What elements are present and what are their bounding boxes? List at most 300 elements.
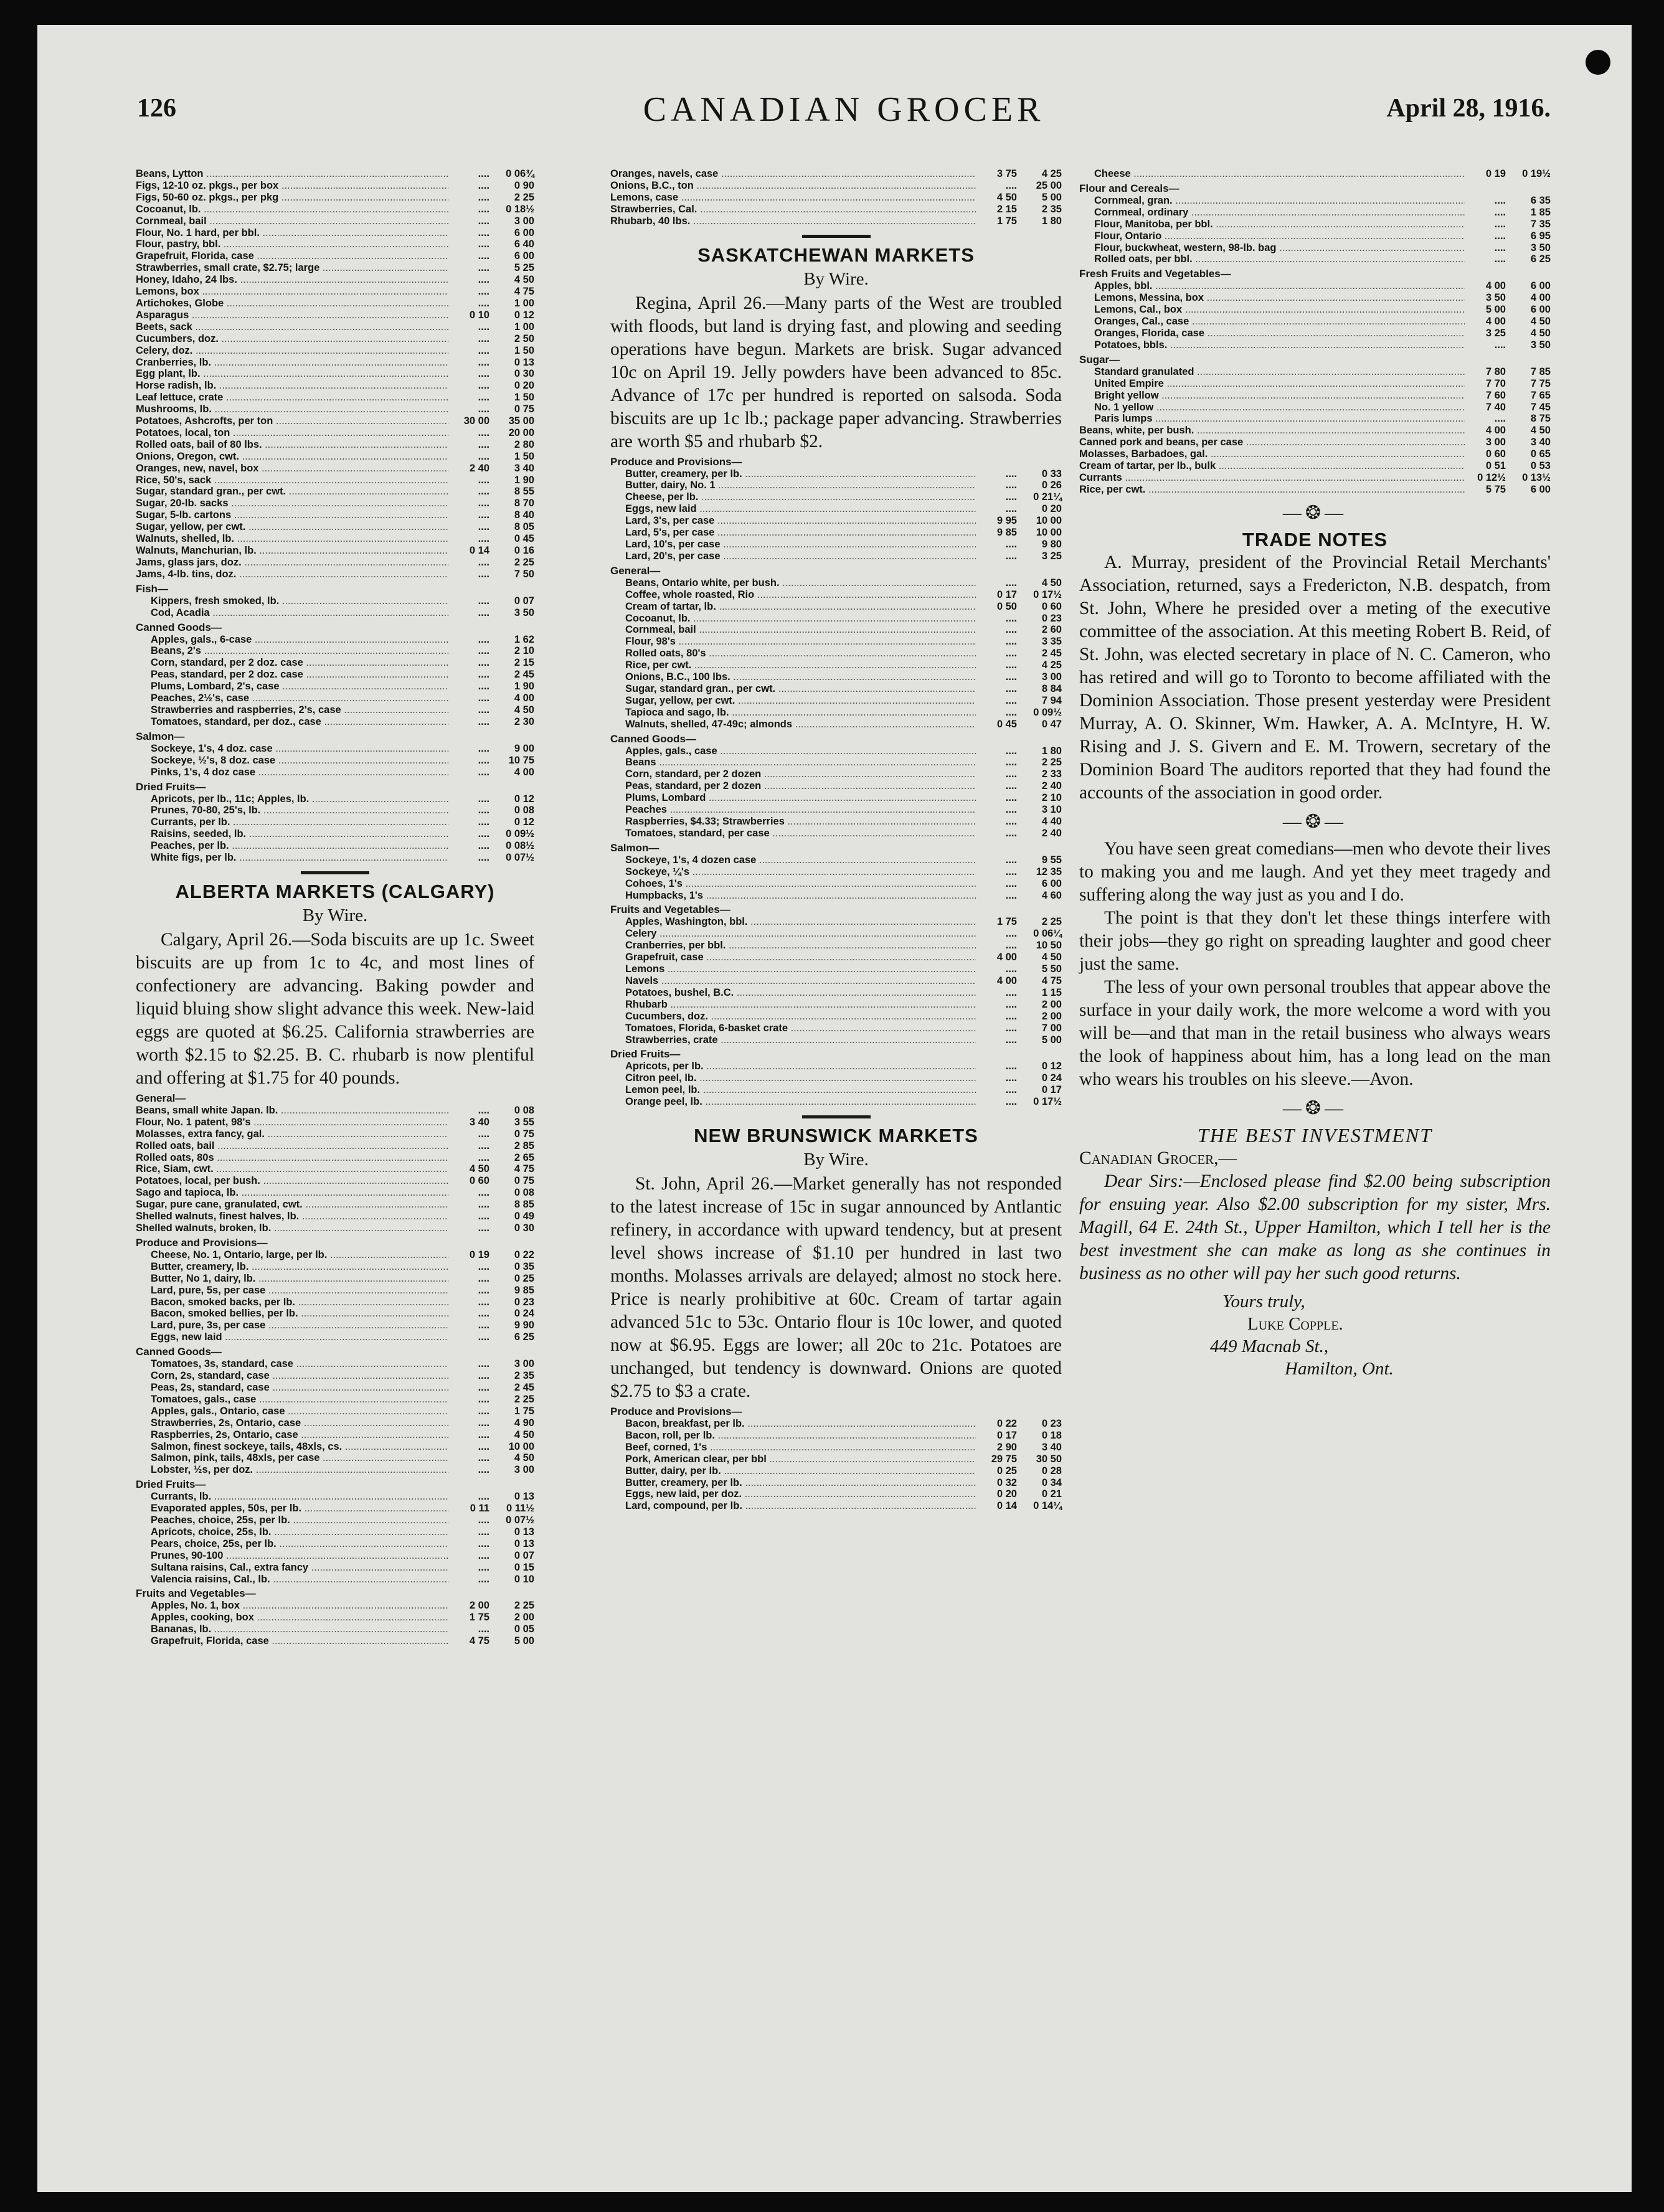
item-name: Butter, creamery, per lb. ..... xyxy=(610,1477,976,1489)
item-name: Shelled walnuts, finest halves, lb. ..... xyxy=(136,1211,448,1222)
item-name: Lard, 10's, per case ..... xyxy=(610,539,976,551)
section-label: Fruits and Vegetables— xyxy=(136,1587,256,1600)
price-row xyxy=(610,683,1062,695)
price-high: 1 75 xyxy=(514,1405,534,1417)
price-row xyxy=(1079,472,1551,484)
price-row xyxy=(610,648,1062,659)
price-table-canned xyxy=(610,745,1062,839)
price-row xyxy=(1079,207,1551,219)
price-low: .... xyxy=(478,852,489,864)
price-high: 1 50 xyxy=(514,344,534,356)
price-high: 25 00 xyxy=(1036,179,1062,191)
item-name: Apples, No. 1, box ..... xyxy=(136,1600,448,1612)
price-row xyxy=(610,890,1062,902)
price-high: 0 47 xyxy=(1041,718,1062,730)
price-high: 0 07 xyxy=(514,1549,534,1561)
price-low: 0 22 xyxy=(996,1418,1017,1430)
price-row xyxy=(610,180,1062,192)
item-name: Standard granulated ..... xyxy=(1079,366,1465,378)
price-row xyxy=(136,310,534,321)
price-high: 4 60 xyxy=(1041,889,1062,901)
price-high: 0 75 xyxy=(514,404,534,415)
price-row xyxy=(136,1320,534,1331)
avon-paragraph: You have seen great comedians—men who devote their lives to making you and me laugh. And yet they meet tragedy and suffering along the way just as you and I do. xyxy=(1079,838,1551,905)
price-high: 5 50 xyxy=(1041,963,1062,975)
price-row xyxy=(136,716,534,728)
price-high: 0 07 xyxy=(514,595,534,607)
item-name: Salmon, finest sockeye, tails, 48xls, cs. ..... xyxy=(136,1441,448,1453)
price-high: 3 00 xyxy=(1041,671,1062,683)
price-row xyxy=(610,866,1062,878)
price-low: 5 75 xyxy=(1485,483,1506,495)
item-name: Raisins, seeded, lb. ..... xyxy=(136,828,448,840)
ornament-divider: —❂— xyxy=(1282,811,1348,832)
price-row xyxy=(136,509,534,521)
price-low: .... xyxy=(478,191,489,203)
price-low: .... xyxy=(478,1370,489,1382)
price-high: 4 50 xyxy=(1530,316,1551,328)
price-row xyxy=(610,1453,1062,1465)
price-row xyxy=(136,1222,534,1234)
new-brunswick-report: St. John, April 26.—Market generally has not responded to the latest increase of 15c in sugar announced by Antlantic refinery, in accordance with upward tendency, but at present level shows increase of $1.10 per hundred in last two months. Molasses arrivals are delayed; almost no stock here. Price is nearly prohibitive at 60c. Cream of tartar again advanced 51c to 53c. Ontario flour is 10c lower, and quoted now at $6.95. Eggs are lower; all 20c to 21c. Potatoes are unchanged, but tendency is downward. Onions are quoted $2.75 to $3 a crate. xyxy=(610,1174,1062,1402)
item-name: Salmon, pink, tails, 48xls, per case ..... xyxy=(136,1452,448,1464)
item-name: Peaches ..... xyxy=(610,804,976,816)
price-low: 29 75 xyxy=(991,1453,1017,1465)
price-row xyxy=(136,1464,534,1476)
price-row xyxy=(1079,460,1551,472)
price-high: 1 00 xyxy=(514,297,534,309)
price-high: 0 16 xyxy=(514,545,534,556)
price-row xyxy=(610,468,1062,480)
price-high: 2 10 xyxy=(1041,792,1062,804)
price-high: 4 90 xyxy=(514,1417,534,1429)
price-high: 3 00 xyxy=(514,1464,534,1476)
price-low: .... xyxy=(478,766,489,778)
price-high: 7 50 xyxy=(514,568,534,580)
price-row xyxy=(136,1140,534,1152)
item-name: Rice, per cwt. ..... xyxy=(1079,484,1465,496)
price-row xyxy=(1079,168,1551,180)
price-row xyxy=(1079,425,1551,437)
price-high: 0 09½ xyxy=(1033,706,1062,718)
price-low: .... xyxy=(1005,804,1017,816)
price-row xyxy=(136,1515,534,1526)
price-low: 4 75 xyxy=(469,1635,489,1647)
price-low: .... xyxy=(1005,866,1017,877)
price-low: .... xyxy=(1494,218,1506,230)
section-label: Canned Goods— xyxy=(136,1346,222,1358)
price-high: 0 08½ xyxy=(506,840,534,852)
item-name: Rolled oats, per bbl. ..... xyxy=(1079,253,1465,265)
price-low: .... xyxy=(478,607,489,618)
item-name: Asparagus ..... xyxy=(136,310,448,321)
price-table-produce xyxy=(136,1249,534,1343)
price-row xyxy=(610,589,1062,601)
item-name: Flour, pastry, bbl. ..... xyxy=(136,239,448,250)
price-low: 0 11 xyxy=(470,1503,489,1515)
item-name: Corn, standard, per 2 dozen ..... xyxy=(610,768,976,780)
item-name: Cream of tartar, per lb., bulk ..... xyxy=(1079,460,1465,472)
price-high: 35 00 xyxy=(508,415,534,427)
price-low: 4 50 xyxy=(469,1163,489,1175)
price-row xyxy=(610,987,1062,999)
price-low: .... xyxy=(478,1549,489,1561)
price-row xyxy=(136,368,534,380)
item-name: Potatoes, bushel, B.C. ..... xyxy=(610,987,976,999)
price-high: 0 06¼ xyxy=(1033,928,1062,940)
item-name: Onions, B.C., 100 lbs. ..... xyxy=(610,671,976,683)
price-high: 0 08 xyxy=(514,1187,534,1199)
price-low: 3 25 xyxy=(1485,327,1506,339)
price-high: 2 85 xyxy=(514,1140,534,1151)
price-high: 1 90 xyxy=(514,474,534,486)
item-name: Flour, Ontario ..... xyxy=(1079,230,1465,242)
price-row xyxy=(136,1273,534,1285)
price-high: 5 00 xyxy=(514,1635,534,1647)
item-name: Lard, pure, 3s, per case ..... xyxy=(136,1320,448,1331)
ornament-divider: —❂— xyxy=(1282,502,1348,523)
price-row xyxy=(136,805,534,816)
price-low: 2 15 xyxy=(996,203,1017,215)
price-low: .... xyxy=(1005,179,1017,191)
item-name: Prunes, 90-100 ..... xyxy=(136,1550,448,1562)
price-low: .... xyxy=(478,754,489,766)
price-row xyxy=(610,1488,1062,1500)
price-low: 3 00 xyxy=(1485,437,1506,448)
item-name: Bacon, smoked bellies, per lb. ..... xyxy=(136,1308,448,1320)
price-high: 9 55 xyxy=(1041,854,1062,866)
price-low: .... xyxy=(478,250,489,262)
item-name: Beans, Lytton ..... xyxy=(136,168,448,180)
price-low: .... xyxy=(478,533,489,545)
price-low: .... xyxy=(478,633,489,645)
price-high: 9 90 xyxy=(514,1320,534,1331)
price-table-fruits xyxy=(136,1600,534,1647)
price-row xyxy=(136,286,534,298)
price-low: .... xyxy=(478,1308,489,1320)
item-name: Peas, standard, per 2 dozen ..... xyxy=(610,780,976,792)
letter-body: Dear Sirs:—Enclosed please find $2.00 being subscription for ensuing year. Also $2.00 subscription for my sister, Mrs. Magill, 64 E. 24th St., Upper Hamilton, which I tell her is the best investment she can make as long as she continues in business as no other will pay her such good returns. xyxy=(1079,1171,1551,1283)
price-low: .... xyxy=(478,179,489,191)
item-name: Flour, No. 1 hard, per bbl. ..... xyxy=(136,227,448,239)
price-high: 0 24 xyxy=(1041,1072,1062,1084)
newspaper-page xyxy=(37,25,1632,2192)
price-row xyxy=(136,828,534,840)
trade-notes-heading: TRADE NOTES xyxy=(1242,528,1388,551)
item-name: Currants ..... xyxy=(1079,472,1465,484)
price-low: 9 95 xyxy=(996,515,1017,527)
price-low: .... xyxy=(1005,659,1017,671)
item-name: Eggs, new laid ..... xyxy=(610,503,976,515)
item-name: Strawberries, 2s, Ontario, case ..... xyxy=(136,1417,448,1429)
price-row xyxy=(136,1394,534,1406)
price-high: 3 40 xyxy=(1041,1441,1062,1453)
section-label: Dried Fruits— xyxy=(136,1478,206,1491)
price-low: .... xyxy=(478,692,489,704)
price-row xyxy=(610,503,1062,515)
item-name: Peaches, per lb. ..... xyxy=(136,840,448,852)
price-high: 4 00 xyxy=(514,766,534,778)
price-high: 3 50 xyxy=(1530,242,1551,253)
price-row xyxy=(610,768,1062,780)
price-low: .... xyxy=(1005,1010,1017,1022)
price-low: .... xyxy=(1494,339,1506,351)
item-name: Apricots, choice, 25s, lb. ..... xyxy=(136,1526,448,1538)
price-high: 0 24 xyxy=(514,1308,534,1320)
price-high: 2 33 xyxy=(1041,768,1062,780)
price-high: 1 15 xyxy=(1041,986,1062,998)
item-name: Potatoes, bbls. ..... xyxy=(1079,339,1465,351)
item-name: Bacon, breakfast, per lb. ..... xyxy=(610,1418,976,1430)
price-row xyxy=(1079,304,1551,316)
price-low: .... xyxy=(478,1284,489,1296)
price-row xyxy=(136,404,534,415)
price-low: .... xyxy=(478,368,489,380)
item-name: Cucumbers, doz. ..... xyxy=(136,333,448,345)
item-name: Apples, cooking, box ..... xyxy=(136,1612,448,1624)
price-low: 1 75 xyxy=(469,1612,489,1624)
item-name: Kippers, fresh smoked, lb. ..... xyxy=(136,595,448,607)
price-row xyxy=(136,262,534,274)
price-table-produce xyxy=(610,1418,1062,1512)
item-name: Raspberries, 2s, Ontario, case ..... xyxy=(136,1429,448,1441)
item-name: No. 1 yellow ..... xyxy=(1079,402,1465,414)
price-low: 0 60 xyxy=(1485,448,1506,460)
item-name: Sugar, standard gran., per cwt. ..... xyxy=(610,683,976,695)
price-row xyxy=(136,852,534,864)
item-name: Sultana raisins, Cal., extra fancy ..... xyxy=(136,1562,448,1574)
price-low: 3 50 xyxy=(1485,292,1506,304)
price-high: 8 55 xyxy=(514,486,534,498)
item-name: Bacon, roll, per lb. ..... xyxy=(610,1430,976,1442)
price-row xyxy=(136,692,534,704)
price-low: .... xyxy=(1005,706,1017,718)
section-label: Dried Fruits— xyxy=(610,1048,681,1061)
section-label: General— xyxy=(136,1092,186,1104)
item-name: Sago and tapioca, lb. ..... xyxy=(136,1187,448,1199)
price-row xyxy=(610,1442,1062,1453)
price-high: 9 80 xyxy=(1041,538,1062,550)
price-high: 4 00 xyxy=(1530,292,1551,304)
price-table-general xyxy=(610,577,1062,730)
section-divider xyxy=(301,871,369,874)
price-table-flour xyxy=(1079,195,1551,265)
price-row xyxy=(610,577,1062,589)
price-high: 0 19½ xyxy=(1522,168,1551,179)
page-number: 126 xyxy=(137,94,176,123)
price-high: 2 50 xyxy=(514,333,534,344)
price-high: 4 75 xyxy=(1041,975,1062,986)
price-low: .... xyxy=(478,521,489,533)
price-low: .... xyxy=(478,274,489,286)
price-high: 0 25 xyxy=(514,1272,534,1284)
item-name: Lemons ..... xyxy=(610,963,976,975)
item-name: Bananas, lb. ..... xyxy=(136,1624,448,1635)
price-row xyxy=(136,1370,534,1382)
price-high: 0 17½ xyxy=(1033,588,1062,600)
column-middle xyxy=(610,168,1062,1512)
price-low: .... xyxy=(1005,468,1017,480)
price-row xyxy=(136,274,534,286)
avon-paragraph: The less of your own personal troubles that appear above the surface in your daily work, the more welcome a word with you will be—and that man in the retail business who always wears the look of happiness about him, has a long lead on the man who wears his troubles on his sleeve.—Avon. xyxy=(1079,976,1551,1089)
trade-notes-text: A. Murray, president of the Provincial Retail Merchants' Association, returned, says a Fredericton, N.B. despatch, from St. John, Where he presided over a meting of the executive committee of the association. At this meeting Robert B. Reid, of St. John, was elected secretary in place of N. C. Cameron, who has retired and will go to Toronto to become affiliated with the Dominion Association. Those present yesterday were President Murray, A. O. Skinner, Wm. Hawker, A. A. McIntyre, H. W. Rising and J. S. Givern and E. M. Trowern, secretary of the Dominion Board The auditors reported that they had found the accounts of the association in good order. xyxy=(1079,552,1551,803)
price-row xyxy=(136,1285,534,1297)
price-high: 3 10 xyxy=(1041,804,1062,816)
price-row xyxy=(136,415,534,427)
price-low: .... xyxy=(478,203,489,215)
price-high: 4 50 xyxy=(1530,425,1551,437)
item-name: Rhubarb, 40 lbs. ..... xyxy=(610,215,976,227)
price-low: .... xyxy=(478,1128,489,1140)
item-name: Humpbacks, 1's ..... xyxy=(610,890,976,902)
price-row xyxy=(610,1011,1062,1023)
item-name: Grapefruit, Florida, case ..... xyxy=(136,1635,448,1647)
price-row xyxy=(136,345,534,357)
item-name: Pinks, 1's, 4 doz case ..... xyxy=(136,767,448,778)
price-row xyxy=(136,521,534,533)
item-name: Rice, Siam, cwt. ..... xyxy=(136,1163,448,1175)
price-row xyxy=(136,755,534,767)
item-name: Potatoes, Ashcrofts, per ton ..... xyxy=(136,415,448,427)
price-high: 0 08 xyxy=(514,1104,534,1116)
price-low: .... xyxy=(1005,963,1017,975)
price-low: .... xyxy=(478,1358,489,1370)
item-name: Beans ..... xyxy=(610,757,976,768)
price-low: .... xyxy=(478,805,489,816)
price-low: .... xyxy=(478,1393,489,1405)
price-high: 5 25 xyxy=(514,262,534,274)
price-low: 0 19 xyxy=(469,1249,489,1260)
price-row xyxy=(136,1117,534,1128)
signature-name: Luke Copple. xyxy=(1247,1313,1343,1334)
price-row xyxy=(136,1550,534,1562)
price-low: .... xyxy=(478,742,489,754)
price-high: 2 00 xyxy=(1041,998,1062,1010)
item-name: Lard, pure, 5s, per case ..... xyxy=(136,1285,448,1297)
price-row xyxy=(136,1358,534,1370)
item-name: Figs, 12-10 oz. pkgs., per box ..... xyxy=(136,180,448,192)
price-row xyxy=(610,928,1062,940)
price-row xyxy=(136,1382,534,1394)
price-row xyxy=(1079,390,1551,402)
item-name: Prunes, 70-80, 25's, lb. ..... xyxy=(136,805,448,816)
price-low: .... xyxy=(478,1222,489,1234)
item-name: Sugar, standard gran., per cwt. ..... xyxy=(136,486,448,498)
price-low: 0 51 xyxy=(1485,460,1506,472)
price-low: .... xyxy=(478,215,489,227)
price-high: 0 75 xyxy=(514,1128,534,1140)
item-name: Cucumbers, doz. ..... xyxy=(610,1011,976,1023)
price-high: 10 75 xyxy=(508,754,534,766)
price-row xyxy=(136,595,534,607)
price-high: 2 25 xyxy=(514,191,534,203)
price-low: .... xyxy=(1005,694,1017,706)
price-row xyxy=(610,1465,1062,1477)
price-row xyxy=(136,1199,534,1211)
price-row xyxy=(136,557,534,569)
price-low: .... xyxy=(478,669,489,681)
item-name: United Empire ..... xyxy=(1079,378,1465,390)
price-high: 9 85 xyxy=(514,1284,534,1296)
price-low: .... xyxy=(1005,940,1017,952)
alberta-byline: By Wire. xyxy=(302,905,368,925)
price-low: .... xyxy=(478,1515,489,1526)
price-row xyxy=(136,333,534,345)
price-table-canned xyxy=(136,634,534,728)
price-high: 4 50 xyxy=(514,704,534,716)
price-high: 0 07½ xyxy=(506,1515,534,1526)
item-name: Tomatoes, standard, per doz., case ..... xyxy=(136,716,448,728)
item-name: Beans, small white Japan. lb. ..... xyxy=(136,1105,448,1117)
price-low: .... xyxy=(1005,503,1017,515)
price-high: 4 25 xyxy=(1041,168,1062,179)
price-row xyxy=(136,1624,534,1635)
column-left xyxy=(136,168,534,1647)
price-high: 0 08 xyxy=(514,805,534,816)
price-high: 2 25 xyxy=(514,556,534,568)
price-high: 0 12 xyxy=(1041,1061,1062,1072)
item-name: Coffee, whole roasted, Rio ..... xyxy=(610,589,976,601)
price-low: 4 00 xyxy=(996,952,1017,963)
item-name: Flour, 98's ..... xyxy=(610,636,976,648)
price-row xyxy=(1079,366,1551,378)
price-table-fresh xyxy=(1079,280,1551,351)
price-high: 4 25 xyxy=(1041,659,1062,671)
item-name: Butter, creamery, per lb. ..... xyxy=(610,468,976,480)
item-name: Strawberries, small crate, $2.75; large ..... xyxy=(136,262,448,274)
price-low: .... xyxy=(1005,577,1017,588)
price-low: .... xyxy=(478,450,489,462)
price-low: .... xyxy=(478,716,489,727)
price-low: .... xyxy=(1005,550,1017,562)
price-low: .... xyxy=(478,1452,489,1464)
price-low: .... xyxy=(478,297,489,309)
price-high: 2 40 xyxy=(1041,827,1062,839)
item-name: Molasses, extra fancy, gal. ..... xyxy=(136,1128,448,1140)
price-low: 2 40 xyxy=(469,462,489,474)
price-low: .... xyxy=(1005,998,1017,1010)
item-name: Walnuts, shelled, 47-49c; almonds ..... xyxy=(610,719,976,730)
price-low: .... xyxy=(1005,986,1017,998)
price-low: .... xyxy=(478,1199,489,1211)
price-table-salmon xyxy=(136,743,534,778)
item-name: Figs, 50-60 oz. pkgs., per pkg ..... xyxy=(136,192,448,204)
price-row xyxy=(610,192,1062,204)
price-row xyxy=(610,527,1062,539)
item-name: Eggs, new laid ..... xyxy=(136,1331,448,1343)
price-row xyxy=(136,227,534,239)
price-high: 6 95 xyxy=(1530,230,1551,242)
price-table-fruits xyxy=(610,916,1062,1046)
price-high: 2 35 xyxy=(514,1370,534,1382)
price-table-misc xyxy=(1079,425,1551,495)
item-name: Plums, Lombard, 2's, case ..... xyxy=(136,681,448,692)
price-low: .... xyxy=(478,498,489,509)
item-name: Apricots, per lb., 11c; Apples, lb. ..... xyxy=(136,793,448,805)
price-row xyxy=(136,192,534,204)
price-table-sugar xyxy=(1079,366,1551,425)
price-row xyxy=(136,533,534,545)
price-low: .... xyxy=(478,1296,489,1308)
price-table-general xyxy=(136,1105,534,1234)
price-high: 8 75 xyxy=(1530,413,1551,425)
price-low: .... xyxy=(478,356,489,368)
item-name: Sockeye, ½'s, 8 doz. case ..... xyxy=(136,755,448,767)
price-row xyxy=(136,645,534,657)
price-low: .... xyxy=(478,1260,489,1272)
price-low: .... xyxy=(478,1151,489,1163)
price-low: .... xyxy=(478,392,489,404)
